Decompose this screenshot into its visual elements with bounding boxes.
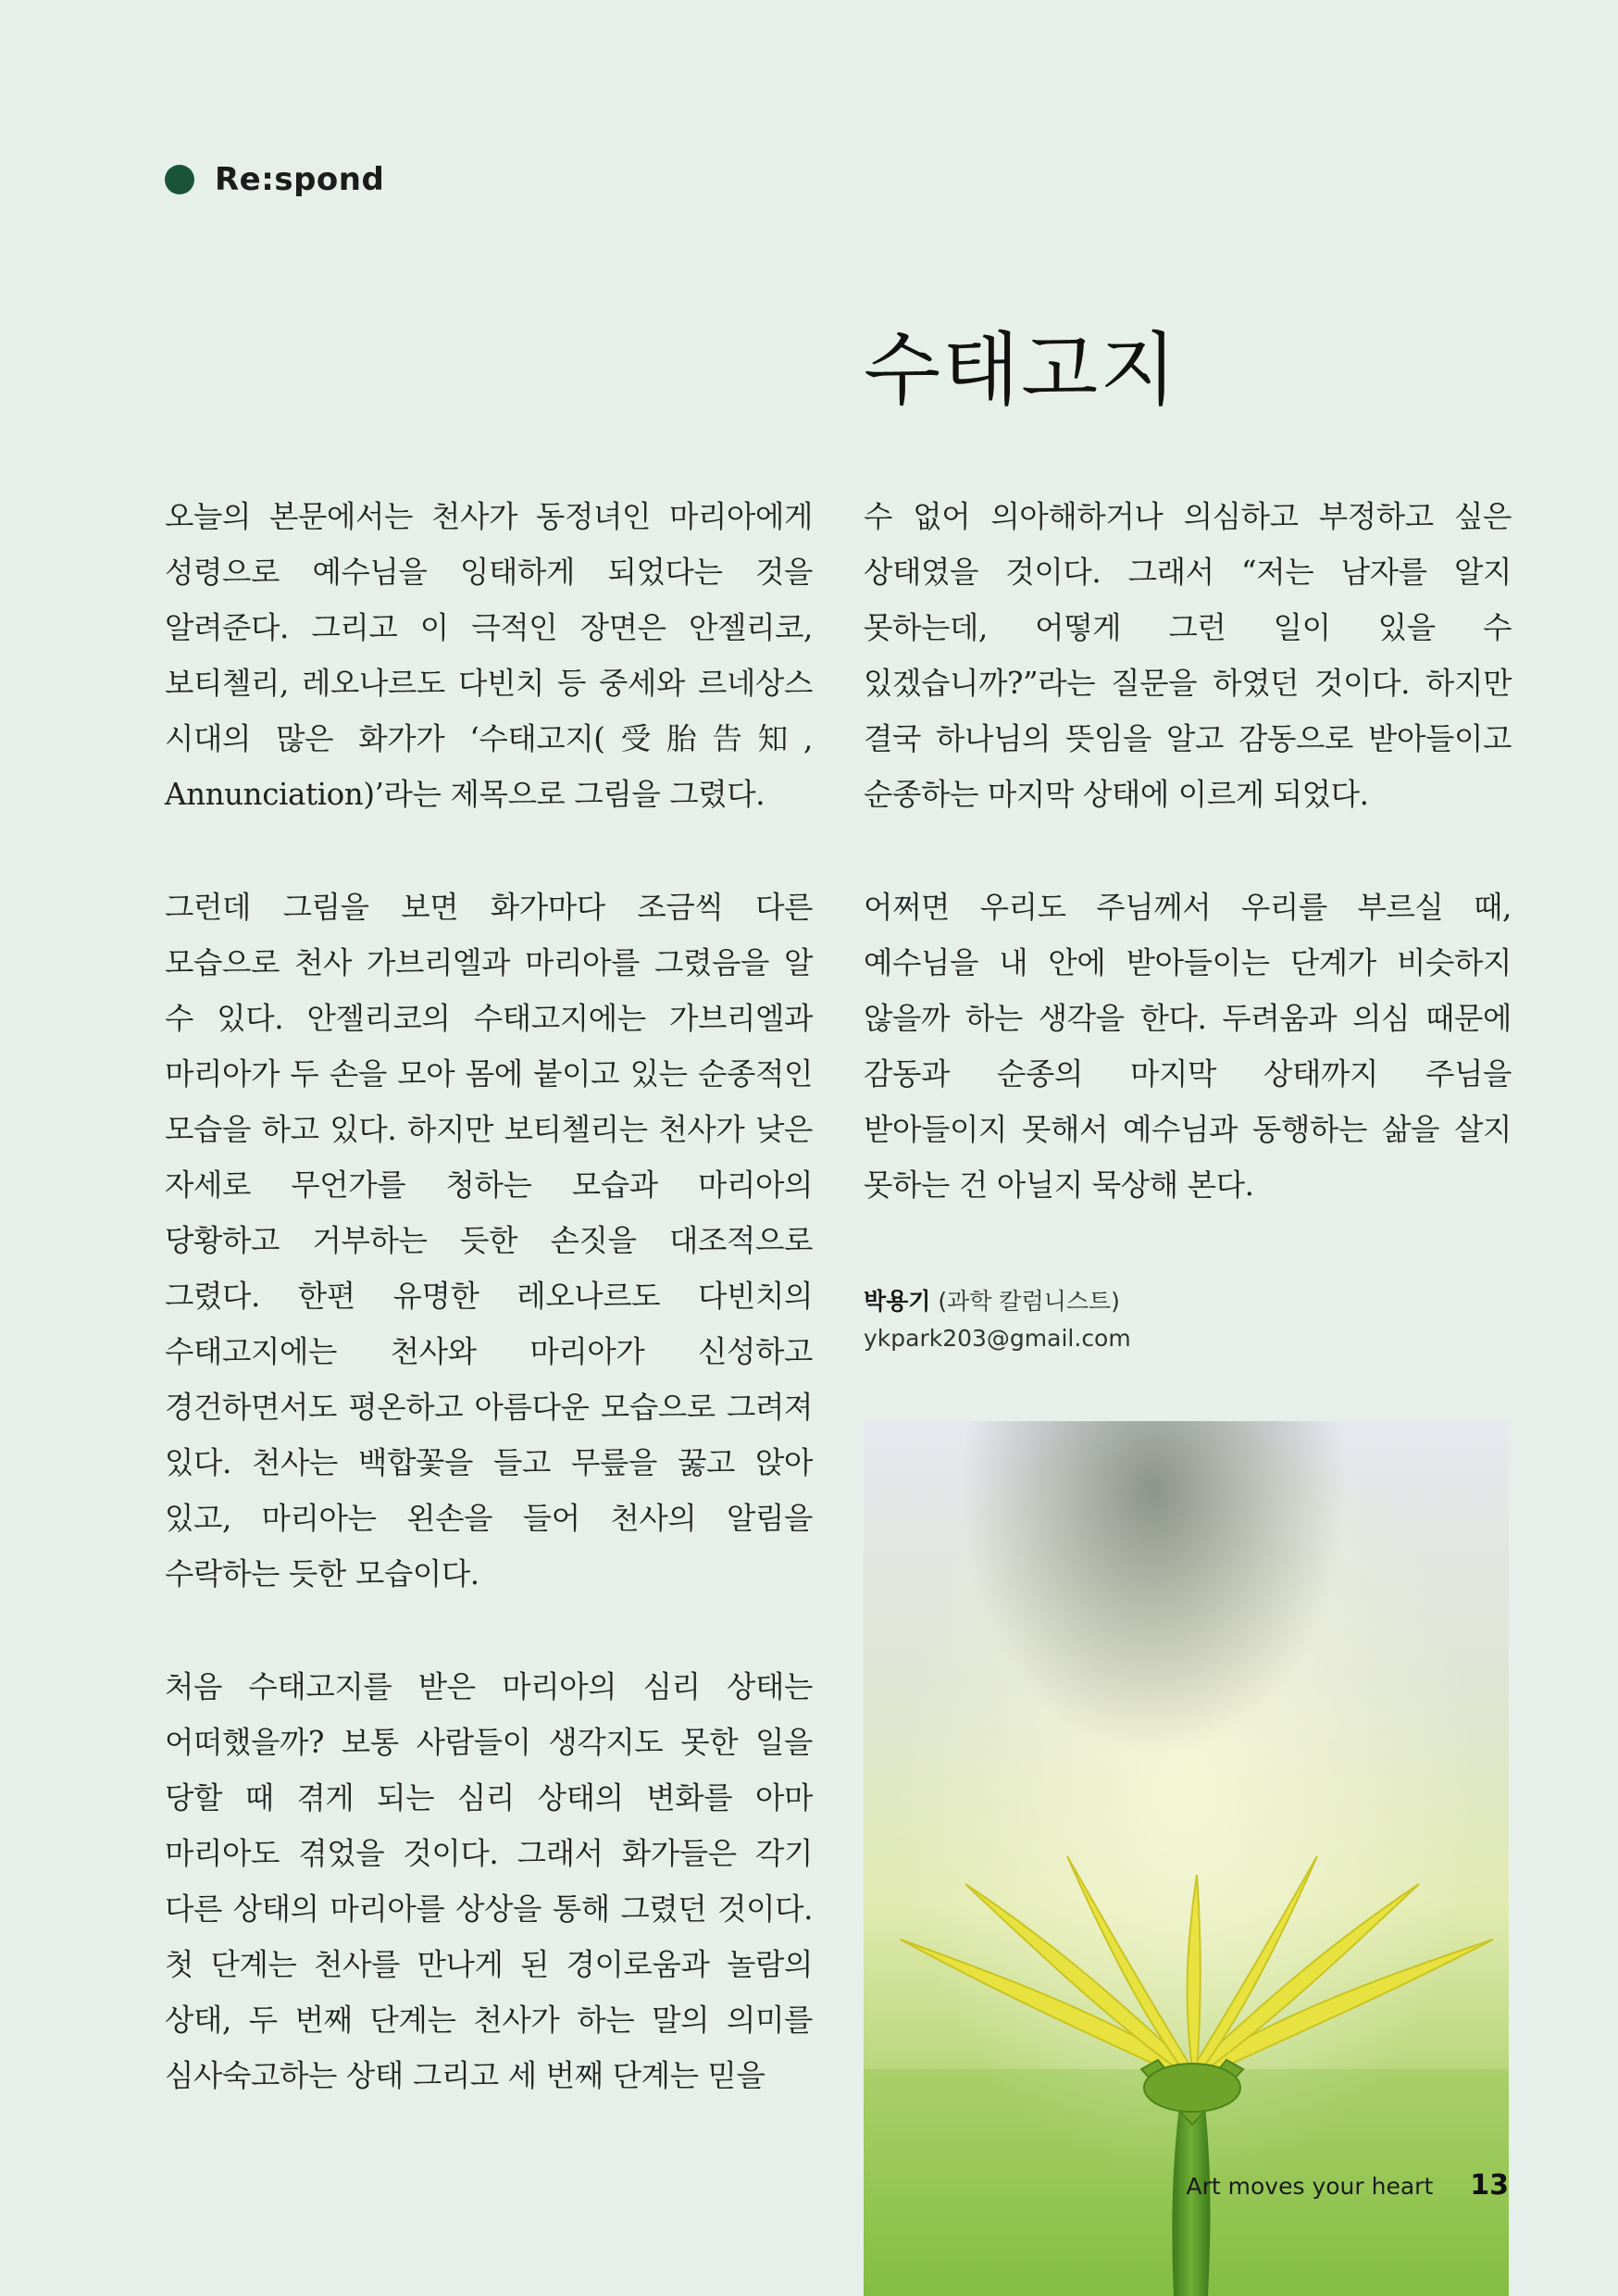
right-column [864, 489, 1512, 1270]
section-label: Re:spond [215, 161, 385, 198]
author-email: ykpark203@gmail.com [864, 1325, 1131, 1352]
section-dot-icon [165, 165, 194, 194]
author-role: (과학 칼럼니스트) [938, 1288, 1120, 1315]
paragraph: 오늘의 본문에서는 천사가 동정녀인 마리아에게 성령으로 예수님을 잉태하게 되었다는 것을 알려준다. 그리고 이 극적인 장면은 안젤리코, 보티첼리, 레오나르도 다빈치 등 중세와 르네상스 시대의 많은 화가가 ‘수태고지(受胎告知, Annunciation)’라는 제목으로 그림을 그렸다. [165, 499, 813, 812]
page-number: 13 [1470, 2169, 1509, 2202]
page-footer [1187, 2169, 1509, 2202]
paragraph: 그런데 그림을 보면 화가마다 조금씩 다른 모습으로 천사 가브리엘과 마리아를 그렸음을 알 수 있다. 안젤리코의 수태고지에는 가브리엘과 마리아가 두 손을 모아 몸에 붙이고 있는 순종적인 모습을 하고 있다. 하지만 보티첼리는 천사가 낮은 자세로 무언가를 청하는 모습과 마리아의 당황하고 거부하는 듯한 손짓을 대조적으로 그렸다. 한편 유명한 레오나르도 다빈치의 수태고지에는 천사와 마리아가 신성하고 경건하면서도 평온하고 아름다운 모습으로 그려져 있다. 천사는 백합꽃을 들고 무릎을 꿇고 앉아 있고, 마리아는 왼손을 들어 천사의 알림을 수락하는 듯한 모습이다. [165, 890, 813, 1591]
author-info [864, 1283, 1131, 1357]
footer-tagline: Art moves your heart [1186, 2173, 1434, 2200]
paragraph: 처음 수태고지를 받은 마리아의 심리 상태는 어떠했을까? 보통 사람들이 생각지도 못한 일을 당할 때 겪게 되는 심리 상태의 변화를 아마 마리아도 겪었을 것이다. 그래서 화가들은 각기 다른 상태의 마리아를 상상을 통해 그렸던 것이다. 첫 단계는 천사를 만나게 된 경이로움과 놀람의 상태, 두 번째 단계는 천사가 하는 말의 의미를 심사숙고하는 상태 그리고 세 번째 단계는 믿을 [165, 1669, 813, 2093]
article-title: 수태고지 [864, 324, 1179, 417]
left-column [165, 489, 813, 2161]
paragraph: 수 없어 의아해하거나 의심하고 부정하고 싶은 상태였을 것이다. 그래서 “저는 남자를 알지 못하는데, 어떻게 그런 일이 있을 수 있겠습니까?”라는 질문을 하였던 것이다. 하지만 결국 하나님의 뜻임을 알고 감동으로 받아들이고 순종하는 마지막 상태에 이르게 되었다. [864, 499, 1512, 812]
paragraph: 어쩌면 우리도 주님께서 우리를 부르실 때, 예수님을 내 안에 받아들이는 단계가 비슷하지 않을까 하는 생각을 한다. 두려움과 의심 때문에 감동과 순종의 마지막 상태까지 주님을 받아들이지 못해서 예수님과 동행하는 삶을 살지 못하는 건 아닐지 묵상해 본다. [864, 890, 1512, 1203]
author-name: 박용기 [864, 1288, 931, 1315]
flower-photo [864, 1421, 1509, 2296]
section-tag [165, 161, 384, 198]
